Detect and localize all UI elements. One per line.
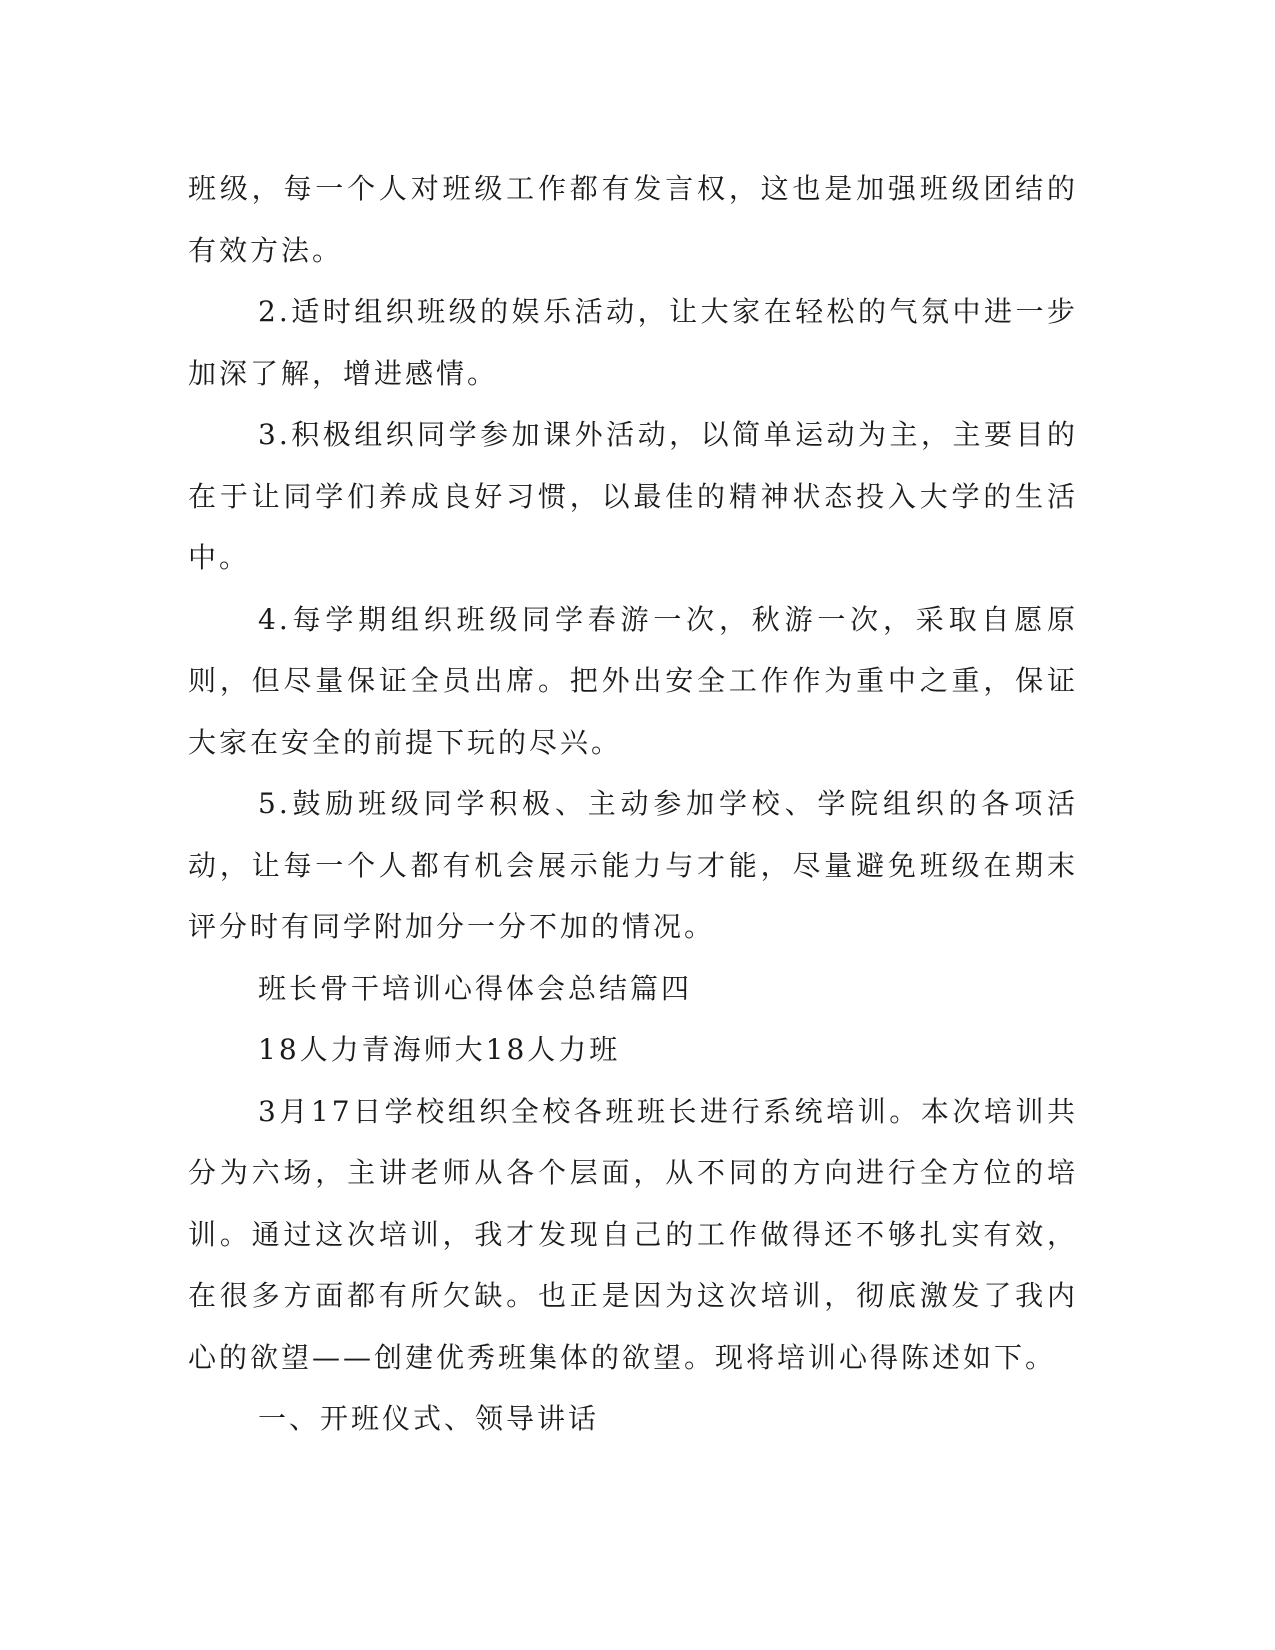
- paragraph-item-2: 2.适时组织班级的娱乐活动，让大家在轻松的气氛中进一步加深了解，增进感情。: [188, 295, 1078, 390]
- document-body: [188, 158, 1078, 1450]
- paragraph-item-3: 3.积极组织同学参加课外活动，以简单运动为主，主要目的在于让同学们养成良好习惯，以最佳的精神状态投入大学的生活中。: [188, 418, 1078, 574]
- paragraph-item-4: 4.每学期组织班级同学春游一次，秋游一次，采取自愿原则，但尽量保证全员出席。把外出安全工作作为重中之重，保证大家在安全的前提下玩的尽兴。: [188, 602, 1078, 759]
- paragraph-intro: 3月17日学校组织全校各班班长进行系统培训。本次培训共分为六场，主讲老师从各个层面，从不同的方向进行全方位的培训。通过这次培训，我才发现自己的工作做得还不够扎实有效，在很多方面都有所欠缺。也正是因为这次培训，彻底激发了我内心的欲望——创建优秀班集体的欲望。现将培训心得陈述如下。: [188, 1094, 1078, 1374]
- author-line: 18人力青海师大18人力班: [258, 1033, 621, 1066]
- paragraph-item-5: 5.鼓励班级同学积极、主动参加学校、学院组织的各项活动，让每一个人都有机会展示能力与才能，尽量避免班级在期末评分时有同学附加分一分不加的情况。: [188, 787, 1078, 943]
- subsection-heading: 一、开班仪式、领导讲话: [258, 1402, 600, 1435]
- paragraph-continuation: 班级，每一个人对班级工作都有发言权，这也是加强班级团结的有效方法。: [188, 172, 1078, 267]
- section-heading: 班长骨干培训心得体会总结篇四: [258, 971, 693, 1005]
